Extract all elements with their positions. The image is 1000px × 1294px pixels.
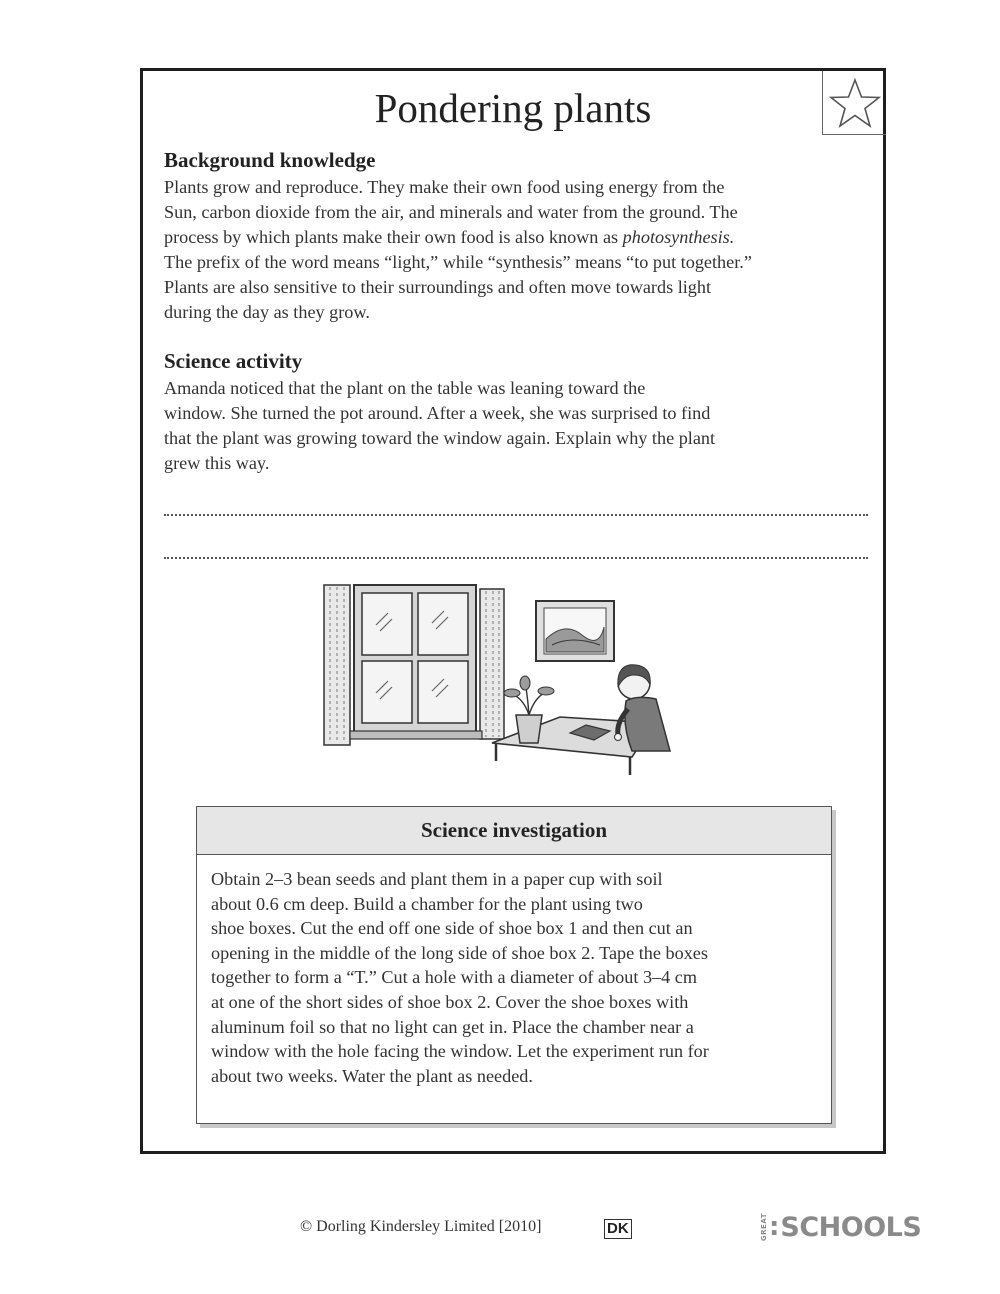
brand-colon-icon: :	[769, 1212, 780, 1242]
activity-line: that the plant was growing toward the window again. Explain why the plant	[164, 428, 716, 448]
activity-line: Amanda noticed that the plant on the table was leaning toward the	[164, 378, 646, 398]
answer-line-2[interactable]	[164, 557, 868, 559]
activity-line: grew this way.	[164, 453, 270, 473]
answer-line-1[interactable]	[164, 514, 868, 516]
dk-logo: DK	[604, 1219, 632, 1239]
background-heading: Background knowledge	[164, 148, 376, 172]
activity-paragraph	[164, 376, 870, 476]
background-line: Plants are also sensitive to their surroundings and often move towards light	[164, 277, 712, 297]
investigation-heading: Science investigation	[197, 807, 831, 855]
investigation-line: about two weeks. Water the plant as needed.	[211, 1065, 533, 1086]
background-line-text: process by which plants make their own food is also known as	[164, 227, 619, 247]
copyright-text: © Dorling Kindersley Limited [2010]	[300, 1218, 542, 1235]
investigation-line: opening in the middle of the long side of shoe box 2. Tape the boxes	[211, 942, 708, 963]
window-plant-illustration	[320, 575, 680, 775]
investigation-line: shoe boxes. Cut the end off one side of shoe box 1 and then cut an	[211, 918, 693, 939]
background-line: Sun, carbon dioxide from the air, and minerals and water from the ground. The	[164, 202, 738, 222]
investigation-line: aluminum foil so that no light can get in. Place the chamber near a	[211, 1016, 694, 1037]
investigation-body	[197, 855, 831, 1088]
investigation-line: Obtain 2–3 bean seeds and plant them in a paper cup with soil	[211, 869, 663, 889]
investigation-line: about 0.6 cm deep. Build a chamber for the plant using two	[211, 893, 643, 914]
activity-heading: Science activity	[164, 349, 303, 373]
science-investigation-box	[196, 806, 832, 1124]
investigation-line: at one of the short sides of shoe box 2. Cover the shoe boxes with	[211, 991, 689, 1012]
background-line: during the day as they grow.	[164, 302, 370, 322]
investigation-line: window with the hole facing the window. Let the experiment run for	[211, 1041, 709, 1062]
background-line: The prefix of the word means “light,” while “synthesis” means “to put together.”	[164, 252, 752, 272]
photosynthesis-term: photosynthesis.	[622, 227, 735, 247]
background-line	[164, 225, 870, 250]
background-line: Plants grow and reproduce. They make their own food using energy from the	[164, 177, 725, 197]
brand-small: GREAT	[760, 1212, 768, 1242]
page-title: Pondering plants	[374, 85, 652, 131]
background-paragraph	[164, 175, 870, 325]
brand-main: SCHOOLS	[780, 1211, 922, 1243]
greatschools-logo	[760, 1210, 921, 1244]
investigation-line: together to form a “T.” Cut a hole with a diameter of about 3–4 cm	[211, 967, 698, 988]
activity-line: window. She turned the pot around. After a week, she was surprised to find	[164, 403, 711, 423]
